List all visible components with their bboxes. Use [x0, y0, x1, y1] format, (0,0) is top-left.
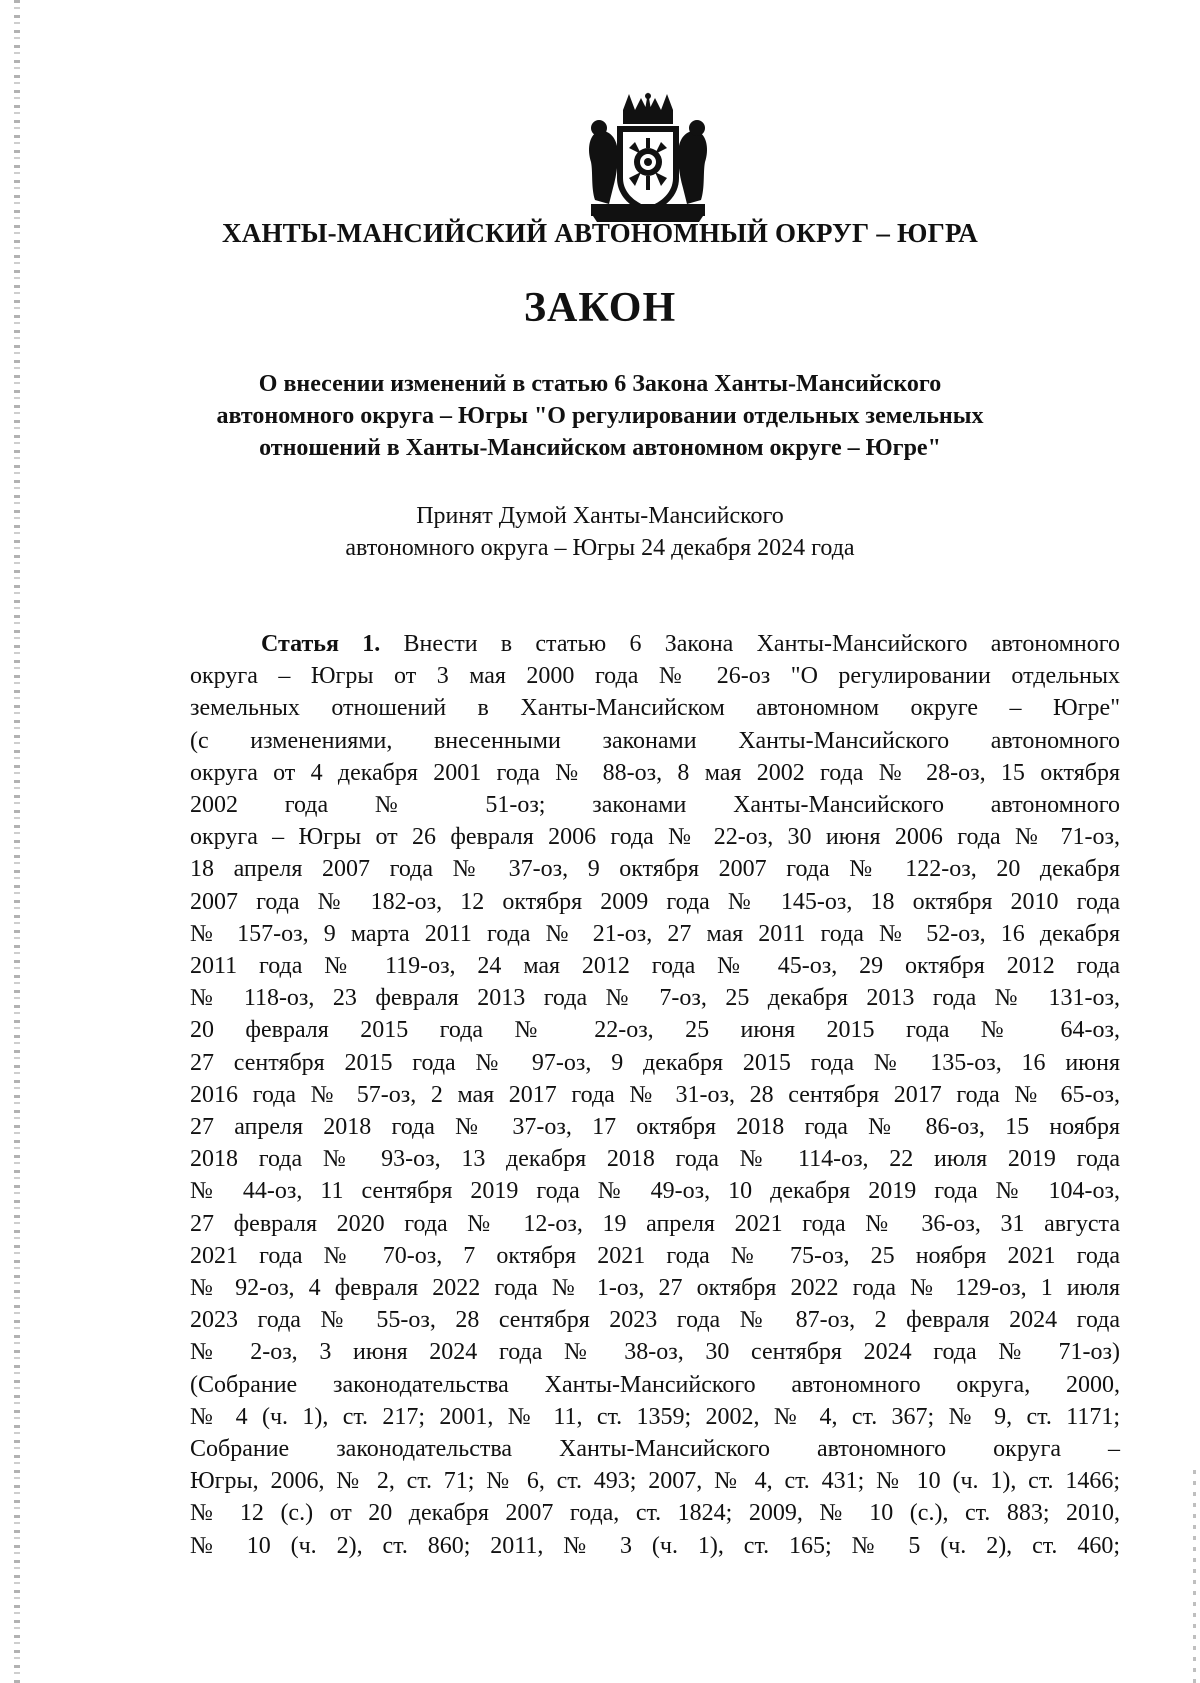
article-line: 18 апреля 2007 года № 37-оз, 9 октября 2007 года № 122-оз, 20 декабря — [190, 856, 1120, 883]
law-title-line: О внесении изменений в статью 6 Закона Ханты-Мансийского — [258, 371, 942, 397]
article-line: (с изменениями, внесенными законами Ханты-Мансийского автономного — [190, 727, 1120, 754]
scan-edge-left — [14, 0, 20, 1683]
article-line: № 118-оз, 23 февраля 2013 года № 7-оз, 25 декабря 2013 года № 131-оз, — [190, 985, 1120, 1012]
adoption-line: Принят Думой Ханты-Мансийского — [416, 503, 784, 529]
article-line: 2011 года № 119-оз, 24 мая 2012 года № 45-оз, 29 октября 2012 года — [190, 953, 1120, 980]
article-line: 2007 года № 182-оз, 12 октября 2009 года № 145-оз, 18 октября 2010 года — [190, 888, 1120, 915]
article-line: № 44-оз, 11 сентября 2019 года № 49-оз, 10 декабря 2019 года № 104-оз, — [190, 1178, 1120, 1205]
article-line: округа – Югры от 3 мая 2000 года № 26-оз "О регулировании отдельных — [190, 663, 1120, 690]
adoption-note — [0, 500, 1200, 564]
adoption-line: автономного округа – Югры 24 декабря 2024 года — [345, 535, 855, 561]
article-line-text: Внести в статью 6 Закона Ханты-Мансийского автономного — [403, 631, 1121, 657]
article-line: 2016 года № 57-оз, 2 мая 2017 года № 31-оз, 28 сентября 2017 года № 65-оз, — [190, 1081, 1120, 1108]
article-line: № 4 (ч. 1), ст. 217; 2001, № 11, ст. 1359; 2002, № 4, ст. 367; № 9, ст. 1171; — [190, 1403, 1120, 1430]
article-line — [190, 628, 1120, 660]
article-line: 2023 года № 55-оз, 28 сентября 2023 года № 87-оз, 2 февраля 2024 года — [190, 1307, 1120, 1334]
article-line: 2002 года № 51-оз; законами Ханты-Мансийского автономного — [190, 792, 1120, 819]
law-title-line: автономного округа – Югры "О регулировании отдельных земельных — [216, 403, 984, 429]
document-type-heading: ЗАКОН — [523, 285, 677, 331]
article-line: земельных отношений в Ханты-Мансийском автономном округе – Югре" — [190, 695, 1120, 722]
article-line: округа – Югры от 26 февраля 2006 года № 22-оз, 30 июня 2006 года № 71-оз, — [190, 824, 1120, 851]
article-line: 2018 года № 93-оз, 13 декабря 2018 года № 114-оз, 22 июля 2019 года — [190, 1146, 1120, 1173]
article-line: округа от 4 декабря 2001 года № 88-оз, 8 мая 2002 года № 28-оз, 15 октября — [190, 759, 1120, 786]
article-heading: Статья 1. — [261, 631, 381, 657]
article-line: 27 сентября 2015 года № 97-оз, 9 декабря 2015 года № 135-оз, 16 июня — [190, 1049, 1120, 1076]
article-line: № 92-оз, 4 февраля 2022 года № 1-оз, 27 октября 2022 года № 129-оз, 1 июля — [190, 1275, 1120, 1302]
article-line: № 2-оз, 3 июня 2024 года № 38-оз, 30 сентября 2024 года № 71-оз) — [190, 1339, 1120, 1366]
region-title: ХАНТЫ-МАНСИЙСКИЙ АВТОНОМНЫЙ ОКРУГ – ЮГРА — [222, 218, 978, 248]
article-line: Югры, 2006, № 2, ст. 71; № 6, ст. 493; 2007, № 4, ст. 431; № 10 (ч. 1), ст. 1466; — [190, 1468, 1120, 1495]
article-line: № 10 (ч. 2), ст. 860; 2011, № 3 (ч. 1), ст. 165; № 5 (ч. 2), ст. 460; — [190, 1532, 1120, 1559]
law-title — [180, 368, 1020, 464]
article-line: 2021 года № 70-оз, 7 октября 2021 года № 75-оз, 25 ноября 2021 года — [190, 1242, 1120, 1269]
article-line: 27 апреля 2018 года № 37-оз, 17 октября 2018 года № 86-оз, 15 ноября — [190, 1114, 1120, 1141]
law-title-line: отношений в Ханты-Мансийском автономном округе – Югре" — [259, 435, 941, 461]
article-line: № 157-оз, 9 марта 2011 года № 21-оз, 27 мая 2011 года № 52-оз, 16 декабря — [190, 920, 1120, 947]
article-line: 20 февраля 2015 года № 22-оз, 25 июня 2015 года № 64-оз, — [190, 1017, 1120, 1044]
article-line: 27 февраля 2020 года № 12-оз, 19 апреля 2021 года № 36-оз, 31 августа — [190, 1210, 1120, 1237]
coat-of-arms-icon — [583, 92, 713, 222]
scan-edge-right — [1193, 1470, 1196, 1683]
article-line: № 12 (с.) от 20 декабря 2007 года, ст. 1824; 2009, № 10 (с.), ст. 883; 2010, — [190, 1500, 1120, 1527]
article-line: Собрание законодательства Ханты-Мансийского автономного округа – — [190, 1436, 1120, 1463]
article-1 — [190, 628, 1120, 1562]
article-line: (Собрание законодательства Ханты-Мансийского автономного округа, 2000, — [190, 1371, 1120, 1398]
